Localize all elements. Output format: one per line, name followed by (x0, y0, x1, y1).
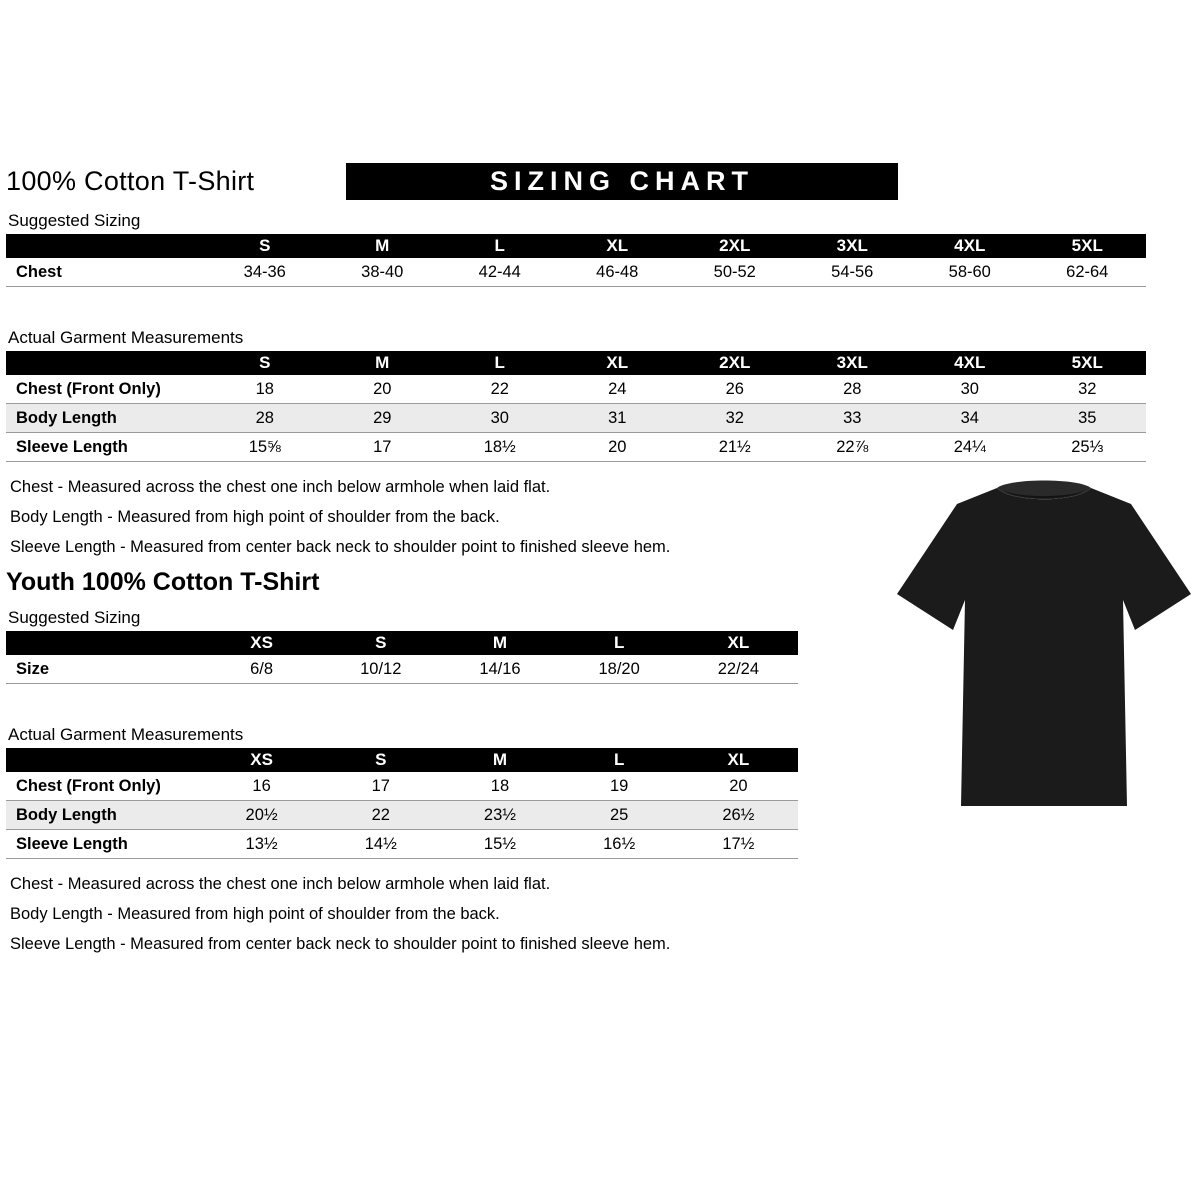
header-cell: L (441, 234, 559, 258)
table-header-row (6, 748, 798, 772)
value-cell: 21½ (676, 433, 794, 462)
value-cell: 15⅝ (206, 433, 324, 462)
value-cell: 17 (321, 772, 440, 801)
table-row (6, 655, 798, 684)
row-label: Size (6, 655, 202, 684)
header-cell: M (324, 351, 442, 375)
page-title: 100% Cotton T-Shirt (6, 166, 255, 196)
value-cell: 18 (440, 772, 559, 801)
header-cell: 4XL (911, 234, 1029, 258)
header-cell: 2XL (676, 351, 794, 375)
value-cell: 17½ (679, 830, 798, 859)
header-cell: 2XL (676, 234, 794, 258)
value-cell: 24 (559, 375, 677, 404)
header-cell: M (440, 631, 559, 655)
header-cell: XS (202, 748, 321, 772)
header-cell: XS (202, 631, 321, 655)
value-cell: 22/24 (679, 655, 798, 684)
header-cell: XL (559, 234, 677, 258)
header-cell: XL (679, 748, 798, 772)
note-line: Body Length - Measured from high point of shoulder from the back. (10, 508, 500, 526)
value-cell: 30 (911, 375, 1029, 404)
youth-actual-measurements-table (6, 748, 798, 859)
value-cell: 13½ (202, 830, 321, 859)
value-cell: 54-56 (794, 258, 912, 287)
value-cell: 20 (324, 375, 442, 404)
note-line: Sleeve Length - Measured from center back neck to shoulder point to finished sleeve hem. (10, 935, 671, 953)
value-cell: 18½ (441, 433, 559, 462)
table-row (6, 830, 798, 859)
youth-actual-measurements-label: Actual Garment Measurements (8, 725, 244, 744)
note-line: Chest - Measured across the chest one inch below armhole when laid flat. (10, 478, 551, 496)
header-cell: XL (559, 351, 677, 375)
tshirt-body (897, 488, 1191, 806)
adult-suggested-sizing-label: Suggested Sizing (8, 211, 141, 230)
value-cell: 14/16 (440, 655, 559, 684)
header-cell (6, 631, 202, 655)
row-label: Chest (Front Only) (6, 772, 202, 801)
header-cell (6, 234, 206, 258)
table-row (6, 404, 1146, 433)
header-cell (6, 351, 206, 375)
tshirt-graphic (893, 476, 1195, 821)
value-cell: 46-48 (559, 258, 677, 287)
note-line: Chest - Measured across the chest one inch below armhole when laid flat. (10, 875, 551, 893)
value-cell: 14½ (321, 830, 440, 859)
table-row (6, 772, 798, 801)
row-label: Body Length (6, 404, 206, 433)
note-line: Sleeve Length - Measured from center back neck to shoulder point to finished sleeve hem. (10, 538, 671, 556)
value-cell: 16 (202, 772, 321, 801)
header-cell: 4XL (911, 351, 1029, 375)
tshirt-image (893, 476, 1195, 821)
header-cell: S (321, 748, 440, 772)
youth-measurement-notes (6, 875, 1148, 954)
value-cell: 38-40 (324, 258, 442, 287)
value-cell: 19 (560, 772, 679, 801)
header-cell: L (560, 748, 679, 772)
header-cell: M (324, 234, 442, 258)
header-cell: L (560, 631, 679, 655)
youth-section-title: Youth 100% Cotton T-Shirt (6, 568, 320, 596)
value-cell: 22 (321, 801, 440, 830)
value-cell: 32 (1029, 375, 1147, 404)
header-cell: L (441, 351, 559, 375)
value-cell: 30 (441, 404, 559, 433)
sizing-chart-banner: SIZING CHART (346, 163, 898, 200)
header-cell (6, 748, 202, 772)
value-cell: 26 (676, 375, 794, 404)
value-cell: 20½ (202, 801, 321, 830)
table-row (6, 433, 1146, 462)
table-header-row (6, 631, 798, 655)
value-cell: 62-64 (1029, 258, 1147, 287)
value-cell: 29 (324, 404, 442, 433)
value-cell: 23½ (440, 801, 559, 830)
value-cell: 25 (560, 801, 679, 830)
value-cell: 34-36 (206, 258, 324, 287)
value-cell: 33 (794, 404, 912, 433)
header-cell: 3XL (794, 351, 912, 375)
value-cell: 50-52 (676, 258, 794, 287)
header-cell: 5XL (1029, 351, 1147, 375)
table-header-row (6, 351, 1146, 375)
youth-suggested-sizing-label: Suggested Sizing (8, 608, 141, 627)
adult-actual-measurements-label: Actual Garment Measurements (8, 328, 244, 347)
value-cell: 20 (559, 433, 677, 462)
value-cell: 22⅞ (794, 433, 912, 462)
row-label: Sleeve Length (6, 433, 206, 462)
value-cell: 18/20 (560, 655, 679, 684)
value-cell: 6/8 (202, 655, 321, 684)
value-cell: 28 (794, 375, 912, 404)
header-cell: S (206, 351, 324, 375)
value-cell: 28 (206, 404, 324, 433)
value-cell: 17 (324, 433, 442, 462)
value-cell: 22 (441, 375, 559, 404)
table-row (6, 258, 1146, 287)
value-cell: 16½ (560, 830, 679, 859)
header-cell: S (321, 631, 440, 655)
row-label: Sleeve Length (6, 830, 202, 859)
value-cell: 25⅓ (1029, 433, 1147, 462)
value-cell: 10/12 (321, 655, 440, 684)
value-cell: 24¼ (911, 433, 1029, 462)
value-cell: 42-44 (441, 258, 559, 287)
value-cell: 34 (911, 404, 1029, 433)
header-row (6, 163, 1148, 200)
row-label: Body Length (6, 801, 202, 830)
header-cell: M (440, 748, 559, 772)
youth-suggested-sizing-table (6, 631, 798, 684)
value-cell: 32 (676, 404, 794, 433)
value-cell: 20 (679, 772, 798, 801)
header-cell: 3XL (794, 234, 912, 258)
value-cell: 35 (1029, 404, 1147, 433)
table-row (6, 375, 1146, 404)
value-cell: 26½ (679, 801, 798, 830)
table-header-row (6, 234, 1146, 258)
value-cell: 18 (206, 375, 324, 404)
note-line: Body Length - Measured from high point of shoulder from the back. (10, 905, 500, 923)
table-row (6, 801, 798, 830)
adult-actual-measurements-table (6, 351, 1146, 462)
value-cell: 31 (559, 404, 677, 433)
header-cell: XL (679, 631, 798, 655)
value-cell: 58-60 (911, 258, 1029, 287)
adult-suggested-sizing-table (6, 234, 1146, 287)
row-label: Chest (6, 258, 206, 287)
value-cell: 15½ (440, 830, 559, 859)
header-cell: 5XL (1029, 234, 1147, 258)
row-label: Chest (Front Only) (6, 375, 206, 404)
header-cell: S (206, 234, 324, 258)
